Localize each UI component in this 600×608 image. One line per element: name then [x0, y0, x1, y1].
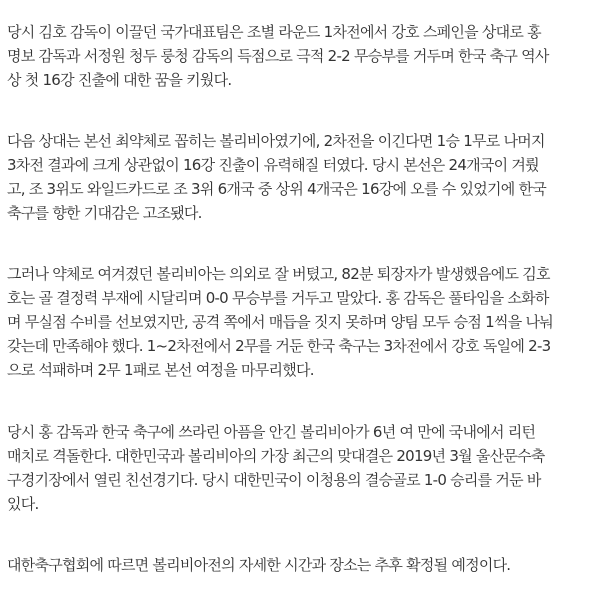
paragraph-line: 당시 김호 감독이 이끌던 국가대표팀은 조별 라운드 1차전에서 강호 스페인을 상대로 홍	[7, 23, 541, 41]
paragraph-line: 그러나 약체로 여겨졌던 볼리비아는 의외로 잘 버텼고, 82분 퇴장자가 발생했음에도 김호	[7, 265, 550, 283]
paragraph-line: 며 무실점 수비를 선보였지만, 공격 쪽에서 매듭을 짓지 못하며 양팀 모두 승점 1씩을 나눠	[7, 313, 553, 331]
paragraph-line: 구경기장에서 열린 친선경기다. 당시 대한민국이 이청용의 결승골로 1-0 승리를 거둔 바	[7, 471, 541, 489]
paragraph-2	[7, 129, 546, 225]
paragraph-line: 대한축구협회에 따르면 볼리비아전의 자세한 시간과 장소는 추후 확정될 예정이다.	[7, 556, 511, 574]
paragraph-line: 갖는데 만족해야 했다. 1~2차전에서 2무를 거둔 한국 축구는 3차전에서 강호 독일에 2-3	[7, 337, 551, 355]
paragraph-line: 호는 골 결정력 부재에 시달리며 0-0 무승부를 거두고 말았다. 홍 감독은 풀타임을 소화하	[7, 289, 549, 307]
paragraph-line: 고, 조 3위도 와일드카드로 조 3위 6개국 중 상위 4개국은 16강에 오를 수 있었기에 한국	[7, 180, 546, 198]
paragraph-line: 축구를 향한 기대감은 고조됐다.	[7, 204, 202, 222]
paragraph-line: 있다.	[7, 495, 39, 513]
paragraph-line: 다음 상대는 본선 최약체로 꼽히는 볼리비아였기에, 2차전을 이긴다면 1승 1무로 나머지	[7, 132, 545, 150]
paragraph-line: 상 첫 16강 진출에 대한 꿈을 키웠다.	[7, 71, 232, 89]
paragraph-line: 당시 홍 감독과 한국 축구에 쓰라린 아픔을 안긴 볼리비아가 6년 여 만에 국내에서 리턴	[7, 423, 536, 441]
paragraph-4	[7, 420, 545, 516]
paragraph-line: 명보 감독과 서정원 청두 룽청 감독의 득점으로 극적 2-2 무승부를 거두며 한국 축구 역사	[7, 47, 549, 65]
paragraph-line: 매치로 격돌한다. 대한민국과 볼리비아의 가장 최근의 맞대결은 2019년 3월 울산문수축	[7, 447, 545, 465]
paragraph-1	[7, 20, 549, 92]
paragraph-line: 으로 석패하며 2무 1패로 본선 여정을 마무리했다.	[7, 361, 314, 379]
paragraph-3	[7, 262, 553, 382]
paragraph-line: 3차전 결과에 크게 상관없이 16강 진출이 유력해질 터였다. 당시 본선은 24개국이 겨뤘	[7, 156, 539, 174]
paragraph-5	[7, 553, 510, 577]
